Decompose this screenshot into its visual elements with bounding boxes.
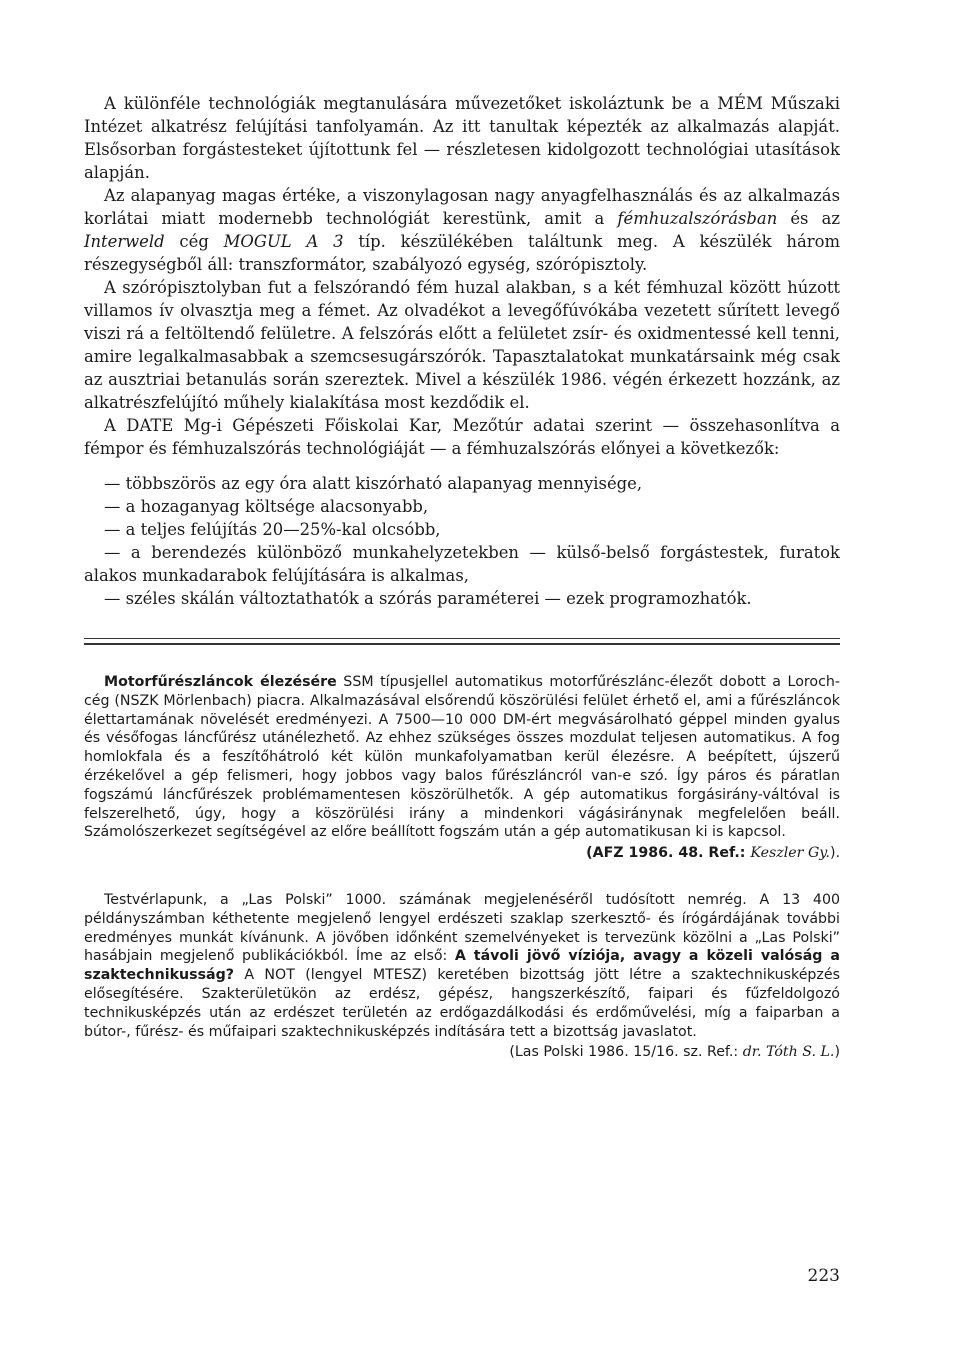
list-item: — a berendezés különböző munkahelyzetekben — külső-belső forgástestek, furatok alakos munkadarabok felújítására is alkalmas,	[84, 543, 840, 585]
paragraph-2-text-b: és az	[777, 209, 840, 228]
article-page	[84, 92, 840, 1062]
section-divider	[84, 638, 840, 645]
device-model: MOGUL A 3	[223, 232, 344, 251]
page-number: 223	[807, 1266, 840, 1286]
news-item-saw-chain	[84, 673, 840, 842]
list-item: — a teljes felújítás 20—25%-kal olcsóbb,	[104, 520, 441, 539]
spacer	[84, 863, 840, 891]
spacer	[84, 645, 840, 673]
paragraph-2-text-c: cég	[164, 232, 224, 251]
news-item-headline: A távoli jövő víziója, avagy a közeli valóság a szaktechnikusság?	[84, 948, 840, 984]
paragraph-3: A szórópisztolyban fut a felszórandó fém huzal alakban, s a két fémhuzal között húzott villamos ív olvasztja meg a fémet. Az olvadékot a levegőfúvókába vezetett sűrített levegő viszi rá a feltöltendő felületre. A felszórás előtt a felületet zsír- és oxidmentessé kell tenni, amire legalkalmasabbak a szemcsesugárszórók. Tapasztalatokat munkatársaink még csak az ausztriai betanulás során szereztek. Mivel a készülék 1986. végén érkezett hozzánk, az alkatrészfelújító műhely kialakítása most kezdődik el.	[84, 278, 840, 412]
paragraph-2-text-d: típ. készülékében találtunk meg. A készülék három részegységből áll: transzformátor, szabályozó egység, szórópisztoly.	[84, 232, 840, 274]
news-item-reference: (Las Polski 1986. 15/16. sz. Ref.: dr. Tóth S. L.)	[509, 1044, 840, 1061]
paragraph-2-text-a: Az alapanyag magas értéke, a viszonylagosan nagy anyagfelhasználás és az alkalmazás korlátai miatt modernebb technológiát kerestünk, amit a	[84, 186, 840, 228]
news-item-las-polski	[84, 891, 840, 1041]
news-item-lead: Motorfűrészláncok élezésére	[104, 674, 337, 690]
list-item: — széles skálán változtathatók a szórás paraméterei — ezek programozhatók.	[104, 589, 752, 608]
news-item-body-cont: A NOT (lengyel MTESZ) keretében bizottság jött létre a szaktechnikusképzés elősegítésére. Szakterületükön az erdész, gépész, hangszerkészítő, faipari és fűzfeldolgozó technikusképzés után az erdészet területén az erdőgazdálkodási és erdőművelési, míg a faiparban a bútor-, fűrész- és műfaipari szaktechnikusképzés indítására tett a bizottság javaslatot.	[84, 967, 840, 1040]
advantages-list	[84, 472, 840, 610]
reference-author: dr. Tóth S. L.	[742, 1044, 835, 1061]
term-femhuzalszoras: fémhuzalszórásban	[617, 209, 778, 228]
news-item-body: Testvérlapunk, a „Las Polski” 1000. számának megjelenéséről tudósított nemrég. A 13 400 példányszámban kéthetente megjelenő lengyel erdészeti szaklap szerkesztő- és írógárdájának további eredményes munkát kívánunk. A jövőben időnként szemelvényeket is tervezünk közölni a „Las Polski” hasábjain megjelenő publikációkból. Íme az első:	[84, 891, 840, 965]
news-item-reference: (AFZ 1986. 48. Ref.: Keszler Gy.).	[586, 845, 840, 862]
company-name: Interweld	[84, 232, 165, 251]
paragraph-2	[84, 184, 840, 276]
reference-author: Keszler Gy.	[750, 845, 830, 862]
divider-line-thin	[84, 638, 840, 639]
paragraph-4: A DATE Mg-i Gépészeti Főiskolai Kar, Mezőtúr adatai szerint — összehasonlítva a fémpor és fémhuzalszórás technológiáját — a fémhuzalszórás előnyei a következők:	[84, 416, 840, 458]
list-item: — többszörös az egy óra alatt kiszórható alapanyag mennyisége,	[104, 474, 643, 493]
news-item-body: SSM típusjellel automatikus motorfűrészlánc-élezőt dobott a Loroch-cég (NSZK Mörlenbach) piacra. Alkalmazásával elsőrendű köszörülési felület érhető el, ami a fűrészláncok élettartamának növelését eredményezi. A 7500—10 000 DM-ért megvásárolható géppel minden gyalus és vésőfogas láncfűrész utánélezhető. Az ehhez szükséges összes mozdulat teljesen automatikus. A fog homlokfala és a feszítőhátroló két külön munkafolyamatban kerül élezésre. A beépített, újszerű érzékelővel a gép felismeri, hogy jobbos vagy balos fűrészláncról van-e szó. Így páros és páratlan fogszámú láncfűrészek problémamentesen köszörülhetők. A gép automatikus forgásirány-váltóval is felszerelhető, úgy, hogy a köszörülési irány a mindenkori vágásiránynak megfelelően beáll. Számolószerkezet segítségével az előre beállított fogszám után a gép automatikusan ki is kapcsol.	[84, 674, 840, 841]
paragraph-1: A különféle technológiák megtanulására művezetőket iskoláztunk be a MÉM Műszaki Intézet alkatrész felújítási tanfolyamán. Az itt tanultak képezték az alkalmazás alapját. Elsősorban forgástesteket újítottunk fel — részletesen kidolgozott technológiai utasítások alapján.	[84, 94, 840, 182]
list-item: — a hozaganyag költsége alacsonyabb,	[104, 497, 429, 516]
